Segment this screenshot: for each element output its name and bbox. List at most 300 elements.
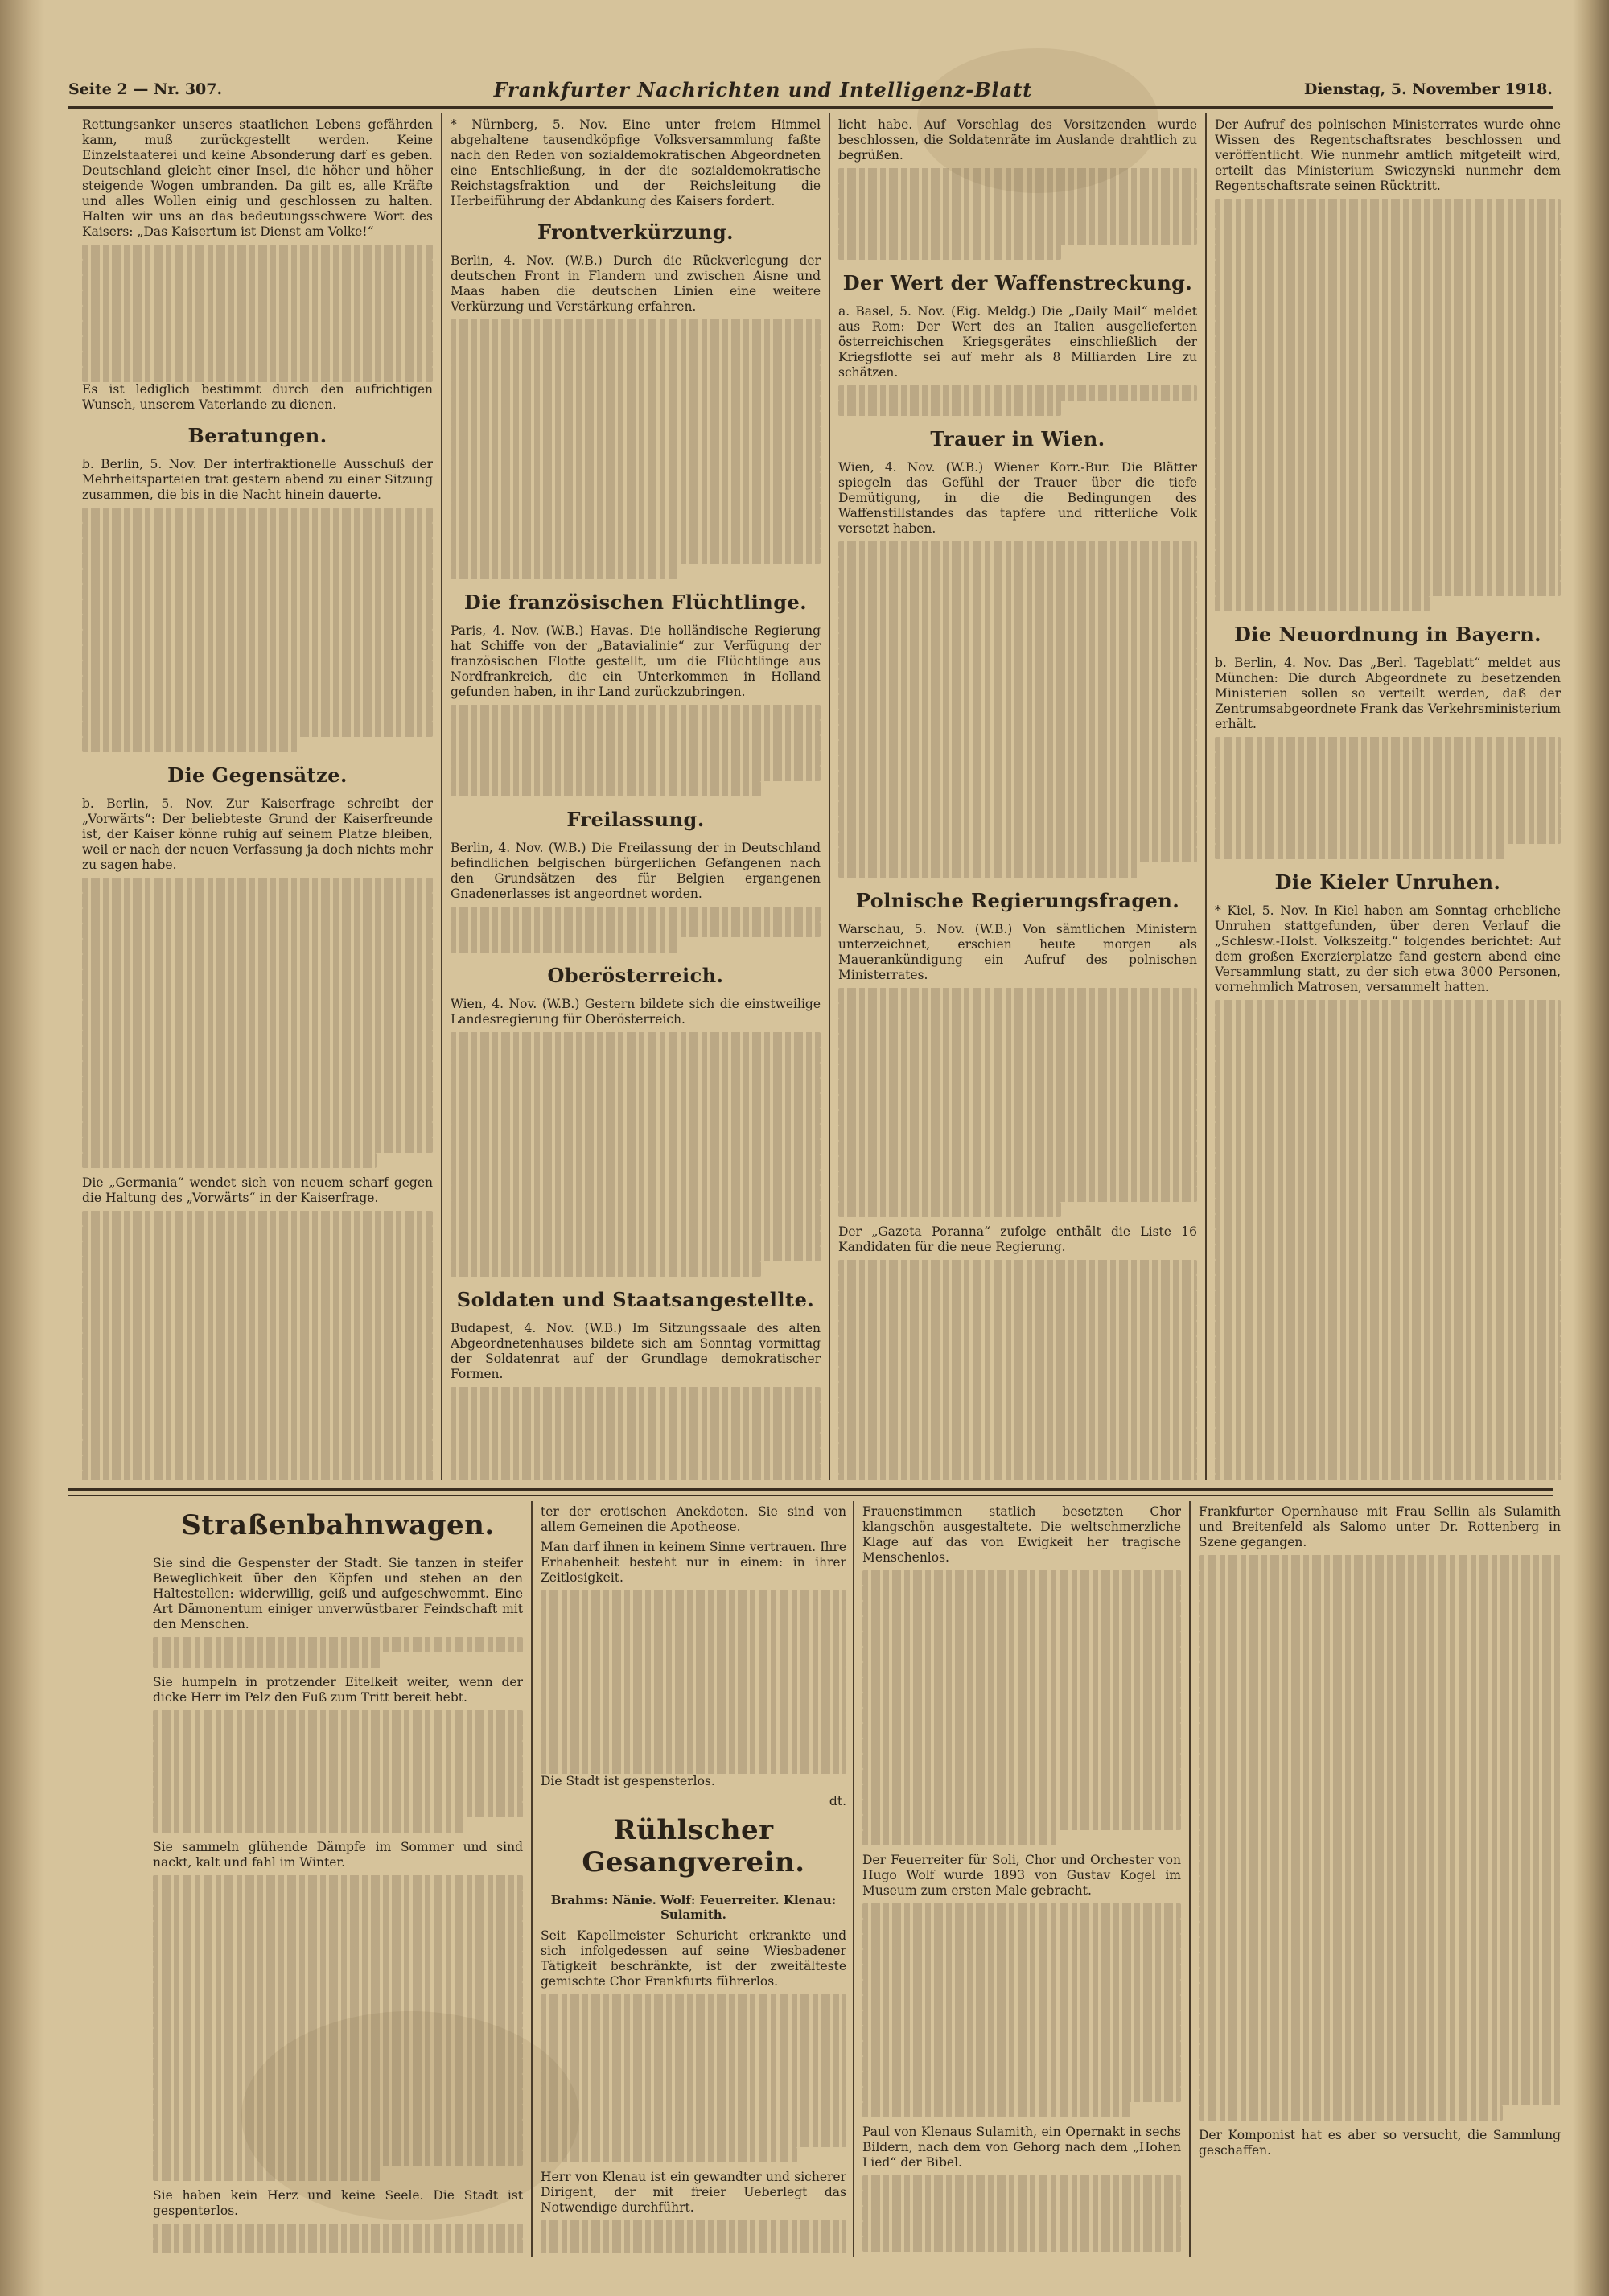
text-line (1199, 1616, 1561, 1631)
text-line (838, 1049, 1197, 1064)
text-line (838, 771, 1197, 786)
text-line (838, 1352, 1197, 1367)
text-line (1215, 829, 1561, 844)
text-line (82, 275, 433, 290)
text-line (1199, 1738, 1561, 1754)
text-line (838, 786, 1197, 801)
article-text: Paul von Klenaus Sulamith, ein Opernakt in sechs Bildern, nach dem von Gehorg nach dem „Hohen Lied“ der Bibel. (862, 2125, 1181, 2170)
text-line (838, 168, 1197, 183)
text-line (1199, 1907, 1561, 1922)
text-line (82, 523, 433, 538)
text-line (82, 878, 433, 893)
text-line (82, 1272, 433, 1287)
text-line (1199, 1601, 1561, 1616)
text-line (153, 2074, 523, 2089)
headline: Trauer in Wien. (930, 427, 1105, 451)
text-line (82, 615, 433, 630)
text-line (153, 2059, 523, 2074)
text-line (838, 541, 1197, 557)
text-line (451, 1200, 821, 1216)
text-line (1215, 1306, 1561, 1321)
text-line (541, 1590, 846, 1606)
text-line (1199, 1998, 1561, 2014)
article-text: a. Basel, 5. Nov. (Eig. Meldg.) Die „Daily Mail“ meldet aus Rom: Der Wert des an Italien ausgelieferten österreichischen Kriegsgerätes einschließlich der Kriegsflotte sei auf mehr als 8 Milliarden Lire zu schätzen. (838, 304, 1197, 380)
text-line (862, 1769, 1181, 1784)
feuilleton-rule (68, 1495, 1553, 1496)
text-line (1215, 489, 1561, 504)
concert-title: Rühlscher Gesangverein. (582, 1814, 805, 1878)
text-line (1215, 1183, 1561, 1199)
text-line (838, 1382, 1197, 1397)
text-line (838, 862, 1140, 878)
text-line (1215, 1260, 1561, 1275)
text-line (1215, 1015, 1561, 1031)
article-text: Herr von Klenau ist ein gewandter und sicherer Dirigent, der mit freier Ueberlegt das Notwendige durchführt. (541, 2170, 846, 2215)
text-line (82, 1092, 433, 1107)
text-line (153, 2239, 523, 2253)
feuilleton-column-4 (1199, 1504, 1561, 2253)
text-line (838, 1187, 1197, 1202)
text-line (862, 1693, 1181, 1708)
text-line (82, 1061, 433, 1076)
text-line (862, 2056, 1181, 2072)
text-line (862, 1601, 1181, 1616)
headline: Frontverkürzung. (537, 220, 735, 244)
text-line (862, 1616, 1181, 1631)
feuilleton-title: Straßenbahnwagen. (181, 1509, 495, 1541)
text-line (1215, 1168, 1561, 1183)
text-line (838, 725, 1197, 740)
text-line (153, 1875, 523, 1891)
text-line (838, 229, 1197, 245)
text-line (1215, 443, 1561, 459)
text-line (862, 1949, 1181, 1965)
text-line (1215, 428, 1561, 443)
text-line (838, 1428, 1197, 1443)
text-line (838, 245, 1061, 260)
text-line (862, 2026, 1181, 2041)
text-line (451, 1093, 821, 1109)
text-line (541, 2071, 846, 2086)
text-line (838, 1202, 1061, 1217)
text-line (1215, 783, 1561, 798)
text-line (451, 1479, 821, 1480)
text-line (1215, 752, 1561, 767)
text-line (1215, 1199, 1561, 1214)
text-line (541, 2251, 846, 2253)
headline: Der Wert der Waffenstreckung. (842, 271, 1193, 294)
text-line (1215, 413, 1561, 428)
text-line (82, 1076, 433, 1092)
text-line (862, 1570, 1181, 1586)
article-text: Rettungsanker unseres staatlichen Lebens gefährden kann, muß zurückgestellt werden. Keine Einzelstaaterei und keine Absonderung darf es geben. Deutschland gleicht einer Insel, die höher und höher steigende Wogen umbranden. Da gilt es, alle Kräfte und alles Wollen einig und geschlossen zu halten. Halten wir uns an das bedeutungsschwere Wort des Kaisers: „Das Kaisertum ist Dienst am Volke!“ (82, 117, 433, 239)
text-line (838, 1141, 1197, 1156)
text-line (862, 1995, 1181, 2010)
text-line (838, 694, 1197, 710)
text-line (82, 1287, 433, 1302)
header-rule (68, 106, 1553, 109)
text-line (862, 2191, 1181, 2206)
text-line (838, 1290, 1197, 1306)
text-line (82, 1318, 433, 1333)
text-line (153, 1771, 523, 1787)
text-line (838, 1110, 1197, 1125)
article-text: b. Berlin, 5. Nov. Zur Kaiserfrage schreibt der „Vorwärts“: Der beliebteste Grund der Kaiserfreunde ist, der Kaiser könne ruhig auf seinem Platze bleiben, weil er nach der neuen Verfassung ja doch nichts mehr zu sagen habe. (82, 796, 433, 872)
text-line (862, 2175, 1181, 2191)
text-line (82, 1015, 433, 1031)
article-text: Budapest, 4. Nov. (W.B.) Im Sitzungssaale des alten Abgeordnetenhauses bildete sich am Sonntag vormittag der Soldatenrat auf der Grundlage demokratischer Formen. (451, 1321, 821, 1381)
text-line (838, 1397, 1197, 1413)
text-line (838, 847, 1197, 862)
headline: Polnische Regierungsfragen. (855, 889, 1180, 912)
text-line (541, 2132, 846, 2147)
text-line (82, 1348, 433, 1364)
text-line (838, 817, 1197, 832)
text-line (1199, 1891, 1561, 1907)
masthead: Frankfurter Nachrichten und Intelligenz-Blatt (493, 77, 1033, 101)
text-line (82, 985, 433, 1000)
text-line (838, 801, 1197, 817)
text-line (862, 1800, 1181, 1815)
text-line (451, 396, 821, 411)
text-line (153, 1726, 523, 1741)
text-line (82, 1226, 433, 1241)
text-line (82, 1471, 433, 1480)
text-line (153, 2150, 523, 2166)
text-line (838, 633, 1197, 648)
text-line (541, 2086, 846, 2101)
text-line (82, 367, 433, 382)
article-text: Sie haben kein Herz und keine Seele. Die Stadt ist gespenterlos. (153, 2188, 523, 2218)
text-line (82, 1257, 433, 1272)
text-line (1215, 1046, 1561, 1061)
text-line (82, 1425, 433, 1440)
text-line (451, 1402, 821, 1418)
text-line (1215, 520, 1561, 535)
text-line (451, 411, 821, 426)
text-line (838, 183, 1197, 199)
text-line (153, 2166, 382, 2181)
text-line (451, 1170, 821, 1185)
text-line (1215, 596, 1430, 611)
text-line (1215, 245, 1561, 260)
text-line (541, 1606, 846, 1621)
text-line (451, 1463, 821, 1479)
text-line (1215, 1367, 1561, 1382)
text-line (82, 336, 433, 352)
text-line (451, 1418, 821, 1433)
article-text: Sie humpeln in protzender Eitelkeit weiter, wenn der dicke Herr im Pelz den Fuß zum Tritt bereit hebt. (153, 1675, 523, 1705)
text-line (1199, 1708, 1561, 1723)
text-line (82, 321, 433, 336)
text-line (1199, 1937, 1561, 1952)
text-line (1215, 290, 1561, 306)
text-line (1199, 1754, 1561, 1769)
text-line (82, 260, 433, 275)
text-line (82, 1046, 433, 1061)
text-line (862, 1708, 1181, 1723)
text-line (1199, 1723, 1561, 1738)
text-line (451, 1047, 821, 1063)
text-line (82, 924, 433, 939)
text-line (541, 1743, 846, 1759)
text-line (1215, 1214, 1561, 1229)
text-line (153, 1921, 523, 1936)
article-text: Wien, 4. Nov. (W.B.) Gestern bildete sich die einstweilige Landesregierung für Oberösterreich. (451, 997, 821, 1027)
page-header (68, 77, 1553, 101)
text-line (451, 319, 821, 335)
text-line (1215, 767, 1561, 783)
concert-subtitle: Brahms: Nänie. Wolf: Feuerreiter. Klenau: Sulamith. (550, 1893, 837, 1922)
article-text: Sie sind die Gespenster der Stadt. Sie tanzen in steifer Beweglichkeit über den Köpfen und stehen an den Haltestellen: widerwillig, geiß und aufgeschwemmt. Eine Art Dämonentum einiger unverwüstbarer Feindschaft mit den Menschen. (153, 1556, 523, 1631)
article-text: * Nürnberg, 5. Nov. Eine unter freiem Himmel abgehaltene tausendköpfige Volksversammlung faßte nach den Reden von sozialdemokratischen Abgeordneten eine Entschließung, in der die sozialdemokratische Reichstagsfraktion und der Reichsleitung die Herbeiführung der Abdankung des Kaisers fordert. (451, 117, 821, 208)
text-line (153, 1652, 382, 1668)
text-line (153, 2224, 523, 2239)
text-line (451, 1185, 821, 1200)
text-line (541, 2117, 846, 2132)
text-line (82, 1440, 433, 1455)
text-line (451, 549, 821, 564)
text-line (82, 1107, 433, 1122)
text-line (838, 199, 1197, 214)
feuilleton-column-2 (541, 1504, 846, 2253)
text-line (541, 2147, 797, 2162)
text-line (1199, 1555, 1561, 1570)
text-line (451, 518, 821, 533)
text-line (1215, 504, 1561, 520)
text-line (451, 1032, 821, 1047)
headline: Oberösterreich. (547, 964, 724, 987)
text-line (1215, 1076, 1561, 1092)
text-line (838, 1306, 1197, 1321)
article-text: Frauenstimmen statlich besetzten Chor klangschön ausgestaltete. Die weltschmerzliche Klage auf das von Ewigkeit her tragische Menschenlos. (862, 1504, 1181, 1565)
text-line (838, 740, 1197, 755)
text-line (1199, 1845, 1561, 1861)
text-line (451, 1246, 821, 1261)
text-line (838, 648, 1197, 664)
headline: Beratungen. (187, 424, 327, 447)
text-line (1215, 1321, 1561, 1336)
text-line (82, 508, 433, 523)
text-line (153, 1787, 523, 1802)
text-line (862, 1815, 1181, 1830)
text-line (451, 705, 821, 720)
text-line (1199, 1830, 1561, 1845)
article-text: Wien, 4. Nov. (W.B.) Wiener Korr.-Bur. Die Blätter spiegeln das Gefühl der Trauer über die tiefe Demütigung, in die die Bedingungen des Waffenstillstandes das tapfere und ritterliche Volk versetzt haben. (838, 460, 1197, 536)
text-line (451, 907, 821, 922)
text-line (451, 1448, 821, 1463)
text-line (451, 1124, 821, 1139)
article-text: licht habe. Auf Vorschlag des Vorsitzenden wurde beschlossen, die Soldatenräte im Auslande drahtlich zu begrüßen. (838, 117, 1197, 163)
text-line (1215, 798, 1561, 813)
text-line (1215, 459, 1561, 474)
text-line (1215, 1382, 1561, 1397)
text-line (541, 1713, 846, 1728)
headline: Die Gegensätze. (167, 763, 348, 787)
text-line (1215, 352, 1561, 367)
text-line (153, 1756, 523, 1771)
text-line (1199, 1952, 1561, 1968)
text-line (82, 1241, 433, 1257)
text-line (541, 1621, 846, 1636)
text-line (1215, 1275, 1561, 1290)
text-line (451, 335, 821, 350)
text-line (862, 1647, 1181, 1662)
text-line (1215, 397, 1561, 413)
text-line (1215, 1092, 1561, 1107)
text-line (1215, 1336, 1561, 1352)
text-line (1215, 1428, 1561, 1443)
article-text: Der Aufruf des polnischen Ministerrates wurde ohne Wissen des Regentschaftsrates beschlossen und veröffentlicht. Wie nunmehr amtlich mitgeteilt wird, erteilt das Ministerium Swiezynski nunmehr dem Regentschaftsrate seinen Rücktritt. (1215, 117, 1561, 193)
text-line (1199, 1968, 1561, 1983)
article-text: ter der erotischen Anekdoten. Sie sind von allem Gemeinen die Apotheose. (541, 1504, 846, 1534)
text-line (838, 710, 1197, 725)
article-text: Sie sammeln glühende Dämpfe im Sommer und sind nackt, kalt und fahl im Winter. (153, 1840, 523, 1870)
text-line (82, 676, 433, 691)
text-line (862, 1738, 1181, 1754)
text-line (451, 350, 821, 365)
text-line (153, 2043, 523, 2059)
article-text: Die „Germania“ wendet sich von neuem scharf gegen die Haltung des „Vorwärts“ in der Kaiserfrage. (82, 1175, 433, 1205)
text-line (82, 954, 433, 969)
text-line (862, 1903, 1181, 1919)
text-line (82, 1364, 433, 1379)
text-line (1199, 1876, 1561, 1891)
text-line (153, 1710, 523, 1726)
text-line (541, 1759, 846, 1774)
text-line (541, 2040, 846, 2055)
text-line (82, 1211, 433, 1226)
text-line (82, 722, 433, 737)
text-line (541, 2236, 846, 2251)
text-line (82, 1153, 377, 1168)
page-number: Seite 2 — Nr. 307. (68, 80, 223, 98)
text-line (451, 488, 821, 503)
text-line (1215, 214, 1561, 229)
article-text: b. Berlin, 5. Nov. Der interfraktionelle Ausschuß der Mehrheitsparteien trat gestern abend zu einer Sitzung zusammen, die bis in die Nacht hinein dauerte. (82, 457, 433, 502)
text-line (451, 937, 680, 953)
text-line (1215, 1153, 1561, 1168)
text-line (82, 691, 433, 706)
text-line (1199, 1677, 1561, 1693)
text-line (451, 564, 680, 579)
column-4 (1215, 117, 1561, 1480)
text-line (838, 1413, 1197, 1428)
article-text: Warschau, 5. Nov. (W.B.) Von sämtlichen Ministern unterzeichnet, erschien heute morgen als Mauerankündigung ein Aufruf des polnischen Ministerrates. (838, 922, 1197, 982)
text-line (541, 2010, 846, 2025)
text-line (1199, 2014, 1561, 2029)
text-line (838, 1474, 1197, 1480)
text-line (1215, 1413, 1561, 1428)
text-line (82, 908, 433, 924)
text-line (1199, 1769, 1561, 1784)
text-line (82, 553, 433, 569)
text-line (451, 442, 821, 457)
text-line (1215, 1107, 1561, 1122)
text-line (451, 381, 821, 396)
text-line (1199, 1922, 1561, 1937)
text-line (82, 569, 433, 584)
feuilleton-column-1 (153, 1504, 523, 2253)
text-line (838, 755, 1197, 771)
text-line (1215, 367, 1561, 382)
text-line (541, 1728, 846, 1743)
text-line (1215, 474, 1561, 489)
column-rule (1189, 1501, 1191, 2257)
text-line (1215, 566, 1561, 581)
article-text: Frankfurter Opernhause mit Frau Sellin als Sulamith und Breitenfeld als Salomo unter Dr. Rottenberg in Szene gegangen. (1199, 1504, 1561, 1549)
text-line (451, 781, 761, 796)
text-line (82, 1379, 433, 1394)
page-edge (1573, 0, 1609, 2296)
text-line (862, 1784, 1181, 1800)
text-line (1215, 1245, 1561, 1260)
text-line (451, 503, 821, 518)
text-line (541, 1697, 846, 1713)
text-line (1215, 550, 1561, 566)
text-line (451, 472, 821, 488)
article-text: Der Komponist hat es aber so versucht, die Sammlung geschaffen. (1199, 2128, 1561, 2158)
text-line (451, 1109, 821, 1124)
text-line (838, 1080, 1197, 1095)
text-line (1215, 1459, 1561, 1474)
text-line (153, 1967, 523, 1982)
text-line (1199, 1815, 1561, 1830)
text-line (82, 737, 299, 752)
text-line (1199, 1570, 1561, 1586)
text-line (862, 1723, 1181, 1738)
text-line (153, 1906, 523, 1921)
text-line (838, 832, 1197, 847)
text-line (1215, 1000, 1561, 1015)
text-line (153, 2135, 523, 2150)
text-line (153, 2120, 523, 2135)
text-line (541, 2055, 846, 2071)
text-line (82, 538, 433, 553)
text-line (1215, 1031, 1561, 1046)
text-line (838, 1367, 1197, 1382)
text-line (451, 426, 821, 442)
text-line (1215, 813, 1561, 829)
text-line (1199, 1800, 1561, 1815)
text-line (1199, 1784, 1561, 1800)
text-line (1215, 1061, 1561, 1076)
text-line (82, 584, 433, 599)
text-line (838, 587, 1197, 603)
text-line (153, 1891, 523, 1906)
article-text: Seit Kapellmeister Schuricht erkrankte und sich infolgedessen auf seine Wiesbadener Tätigkeit beschränkte, ist der zweitälteste gemischte Chor Frankfurts führerlos. (541, 1928, 846, 1989)
text-line (82, 352, 433, 367)
text-line (1215, 1229, 1561, 1245)
headline: Die französischen Flüchtlinge. (463, 590, 808, 614)
text-line (1215, 844, 1505, 859)
text-line (451, 766, 821, 781)
text-line (153, 1637, 523, 1652)
headline: Freilassung. (566, 808, 705, 831)
text-line (451, 1231, 821, 1246)
text-line (862, 1934, 1181, 1949)
text-line (1199, 1662, 1561, 1677)
text-line (838, 1003, 1197, 1018)
text-line (1215, 260, 1561, 275)
text-line (838, 1443, 1197, 1459)
text-line (451, 751, 821, 766)
text-line (1215, 1397, 1561, 1413)
text-line (1215, 382, 1561, 397)
text-line (82, 1302, 433, 1318)
article-text: Der „Gazeta Poranna“ zufolge enthält die Liste 16 Kandidaten für die neue Regierung. (838, 1224, 1197, 1254)
text-line (838, 1260, 1197, 1275)
